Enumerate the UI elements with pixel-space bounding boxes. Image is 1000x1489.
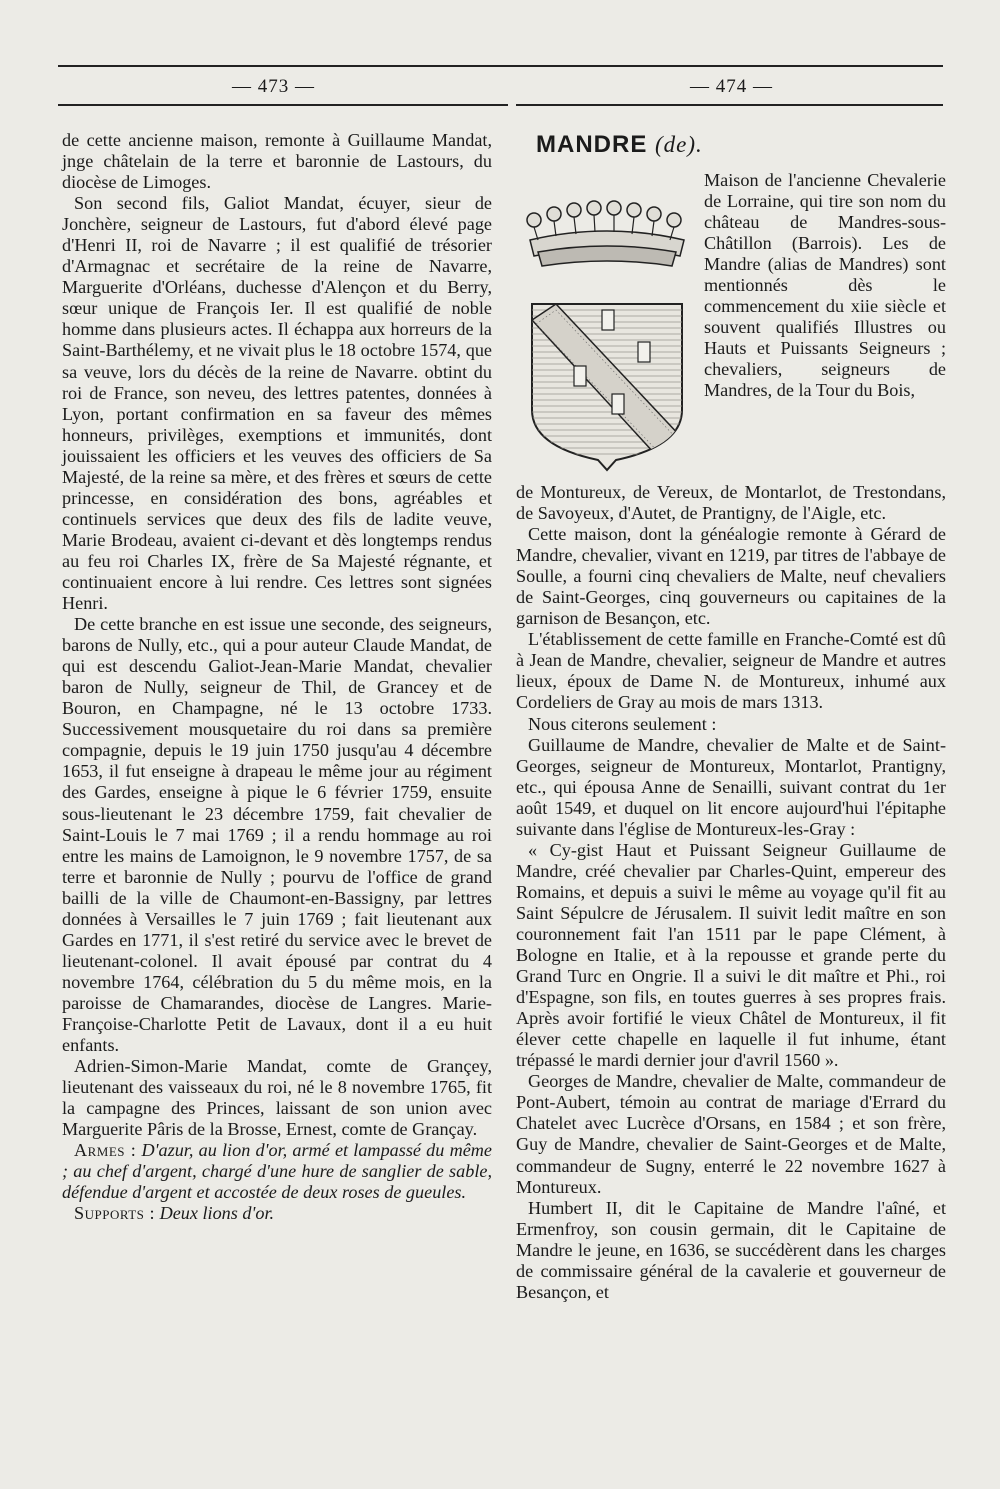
page-number-right: — 474 — [690, 76, 773, 97]
paragraph: Humbert II, dit le Capitaine de Mandre l'aîné, et Ermenfroy, son cousin germain, dit le Capitaine de Mandre le jeune, en 1636, se succédèrent dans les charges de commissaire général de la cavalerie et gouverneur de Besançon, et [516, 1197, 946, 1302]
left-column [62, 130, 492, 1224]
right-column [516, 130, 946, 1303]
header-rule-left [58, 104, 508, 106]
top-rule [58, 65, 943, 67]
arms-paragraph [62, 1140, 492, 1203]
shield-icon [532, 304, 682, 470]
paragraph: Georges de Mandre, chevalier de Malte, commandeur de Pont-Aubert, témoin au contrat de mariage d'Errard du Chatelet avec Lucrèce d'Orsans, en 1584 ; et son frère, Guy de Mandre, chevalier de Saint-Georges et de Malte, commandeur de Sugny, enterré le 22 novembre 1627 à Montureux. [516, 1071, 946, 1197]
paragraph: Cette maison, dont la généalogie remonte à Gérard de Mandre, chevalier, vivant en 1219, par titres de l'abbaye de Soulle, a fourni cinq chevaliers de Malte, neuf chevaliers de Saint-Georges, cinq gouverneurs ou capitaines de la garnison de Besançon, etc. [516, 524, 946, 629]
paragraph: Guillaume de Mandre, chevalier de Malte et de Saint-Georges, seigneur de Montureux, Montarlot, Prantigny, etc., qui épousa Anne de Senailli, suivant contrat du 1er août 1549, et duquel on lit encore aujourd'hui l'épitaphe suivante dans l'église de Montureux-les-Gray : [516, 734, 946, 839]
paragraph: L'établissement de cette famille en Franche-Comté est dû à Jean de Mandre, chevalier, seigneur de Mandre et autres lieux, époux de Dame N. de Montureux, inhumé aux Cordeliers de Gray au mois de mars 1313. [516, 629, 946, 713]
paragraph: de Montureux, de Vereux, de Montarlot, de Trestondans, de Savoyeux, d'Autet, de Prantigny, de l'Aigle, etc. [516, 482, 946, 524]
paragraph: de cette ancienne maison, remonte à Guillaume Mandat, jnge châtelain de la terre et baronnie de Lastours, du diocèse de Limoges. [62, 130, 492, 193]
paragraph: De cette branche en est issue une seconde, des seigneurs, barons de Nully, etc., qui a pour auteur Claude Mandat, de qui est descendu Galiot-Jean-Marie Mandat, chevalier baron de Nully, seigneur de Thil, de Grancey et de Bouron, en Champagne, né le 13 octobre 1733. Successivement mousquetaire du roi dans sa première compagnie, depuis le 19 juin 1750 jusqu'au 4 décembre 1653, il fut enseigne à drapeau le même jour au régiment des Gardes, enseigne à pique le 6 février 1759, ensuite sous-lieutenant le 23 décembre 1759, fait chevalier de Saint-Louis le 7 mai 1769 ; il a rendu hommage au roi entre les mains de Lamoignon, le 9 novembre 1757, de sa terre et baronnie de Nully ; pourvu de l'office de grand bailli de la ville de Chaumont-en-Bassigny, par lettres données à Versailles le 7 juin 1769 ; fait lieutenant aux Gardes en 1771, il s'est retiré du service avec le brevet de lieutenant-colonel. Il avait épousé par contrat du 4 novembre 1764, célébration du 5 du même mois, en la paroisse de Chamarandes, diocèse de Langres. Marie-Françoise-Charlotte Petit de Lavaux, dont il a eu huit enfants. [62, 614, 492, 1056]
page-number-left: — 473 — [232, 76, 315, 97]
crown-icon [527, 201, 684, 266]
arms-text: D'azur, au lion d'or, armé et lampassé du même ; au chef d'argent, chargé d'une hure de sanglier de sable, défendue d'argent et accostée de deux roses de gueules. [62, 1140, 492, 1203]
intro-with-crest [516, 170, 946, 482]
entry-title [536, 130, 946, 160]
supports-paragraph [62, 1203, 492, 1224]
epitaph-paragraph: « Cy-gist Haut et Puissant Seigneur Guillaume de Mandre, créé chevalier par Charles-Quint, empereur des Romains, et depuis a suivi le même au voyage qu'il fit au Saint Sépulcre de Jérusalem. Il suivit ledit maître en son couronnement fait l'an 1511 par le pape Clément, à Bologne en Italie, et à la repousse et grande perte du Grand Turc en Ongrie. Il a suivi le dit maître et Phi., roi d'Espagne, son fils, en toutes guerres à ses propres frais. Après avoir fortifié le vieux Châtel de Montureux, il fit élever cette chapelle en laquelle il fut inhume, étant trépassé le mardi dernier jour d'avril 1560 ». [516, 839, 946, 1071]
paragraph: Nous citerons seulement : [528, 713, 717, 734]
entry-title-name: MANDRE [536, 131, 648, 158]
paragraph: Son second fils, Galiot Mandat, écuyer, sieur de Jonchère, seigneur de Lastours, fut d'abord élevé page d'Henri II, roi de Navarre ; il est qualifié de trésorier d'Armagnac et secrétaire de la reine de Navarre, Marguerite d'Orléans, duchesse d'Alençon et du Berry, sœur unique de François Ier. Il est qualifié de noble homme dans plusieurs actes. Il échappa aux horreurs de la Saint-Barthélemy, et ne vivait plus le 18 octobre 1574, que sa veuve, lors du décès de la reine de Navarre. obtint du roi de France, son neveu, des lettres patentes, données à Lyon, portant confirmation en sa faveur des mêmes honneurs, privilèges, exemptions et immunités, dont jouissaient les officiers et les veuves des officiers de Sa Majesté, de la reine sa mère, et des frères et sœurs de cette princesse, en considération des bons, agréables et continuels services que deux des fils de ladite veuve, Marie Brodeau, avaient ci-devant et dès longtemps rendus au feu roi Charles IX, frère de Sa Majesté régnante, et continuaient encore à lui rendre. Ces lettres sont signées Henri. [62, 193, 492, 614]
coat-of-arms-icon [516, 170, 698, 474]
intro-paragraph: Maison de l'ancienne Chevalerie de Lorraine, qui tire son nom du château de Mandres-sous-Châtillon (Barrois). Les de Mandre (alias de Mandres) sont mentionnés dès le commencement du xiie siècle et souvent qualifiés Illustres ou Hauts et Puissants Seigneurs ; chevaliers, seigneurs de Mandres, de la Tour du Bois, [704, 170, 946, 401]
supports-text: Deux lions d'or. [159, 1203, 275, 1224]
entry-title-particle: (de). [655, 132, 703, 157]
header-rule-right [516, 104, 943, 106]
arms-label: Armes : [74, 1140, 137, 1161]
supports-label: Supports : [74, 1203, 156, 1224]
paragraph: Adrien-Simon-Marie Mandat, comte de Grançey, lieutenant des vaisseaux du roi, né le 8 novembre 1765, fit la campagne des Princes, laissant de son union avec Marguerite Pâris de la Brosse, Ernest, comte de Grançay. [62, 1056, 492, 1140]
